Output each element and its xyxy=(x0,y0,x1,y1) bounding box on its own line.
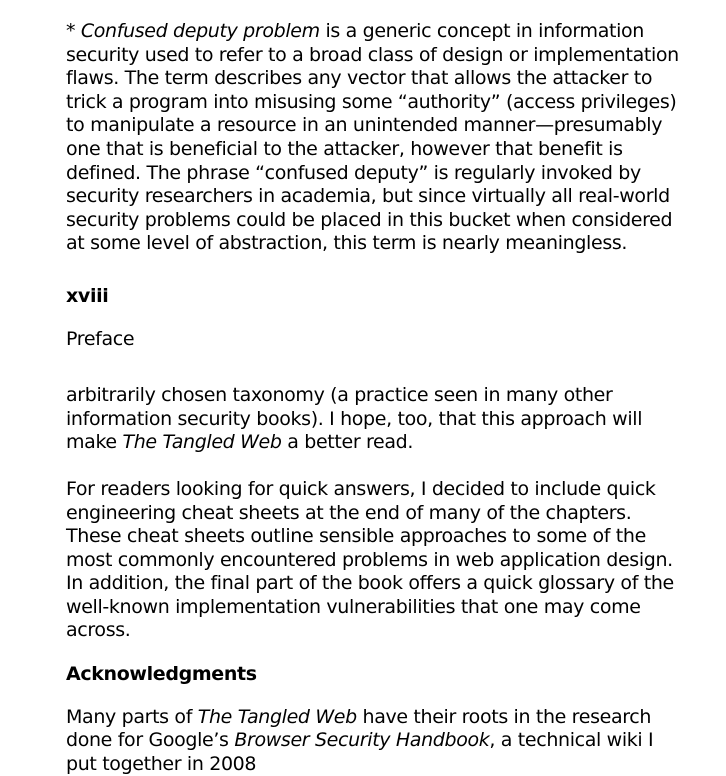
body-paragraph xyxy=(66,706,686,776)
page-number: xviii xyxy=(66,284,109,307)
body-paragraph xyxy=(66,384,686,455)
document-page xyxy=(66,20,686,776)
book-title: The Tangled Web xyxy=(122,431,282,454)
running-head: Preface xyxy=(66,327,135,350)
paragraph-text: Many parts of xyxy=(66,705,198,728)
body-paragraph: For readers looking for quick answers, I decided to include quick engineering cheat sheets at the end of many of the chapters. These cheat sheets outline sensible approaches to some of the most commonly encountered problems in web application design. In addition, the final part of the book offers a quick glossary of the well-known implementation vulnerabilities that one may come across. xyxy=(66,477,674,642)
paragraph-text: have their roots in the research done for Google’s xyxy=(66,705,652,752)
section-heading: Acknowledgments xyxy=(66,663,257,686)
footnote xyxy=(66,20,686,256)
footnote-text: is a generic concept in information security used to refer to a broad class of design or implementation flaws. The term describes any vector that allows the attacker to trick a program into misusing some “authority” (access privileges) to manipulate a resource in an unintended manner—presumably one that is beneficial to the attacker, however that benefit is defined. The phrase “confused deputy” is regularly invoked by security researchers in academia, but since virtually all real-world security problems could be placed in this bucket when considered at some level of abstraction, this term is nearly meaningless. xyxy=(66,20,679,255)
paragraph-text: a better read. xyxy=(281,431,414,454)
handbook-title: Browser Security Handbook xyxy=(234,729,490,752)
paragraph-text: arbitrarily chosen taxonomy (a practice seen in many other information security books). I hope, too, that this approach will make xyxy=(66,384,643,454)
footnote-term: Confused deputy problem xyxy=(80,20,320,42)
footnote-marker: * xyxy=(66,20,81,42)
paragraph-text: , a technical wiki I put together in 2008 xyxy=(66,729,654,775)
book-title: The Tangled Web xyxy=(197,705,357,728)
